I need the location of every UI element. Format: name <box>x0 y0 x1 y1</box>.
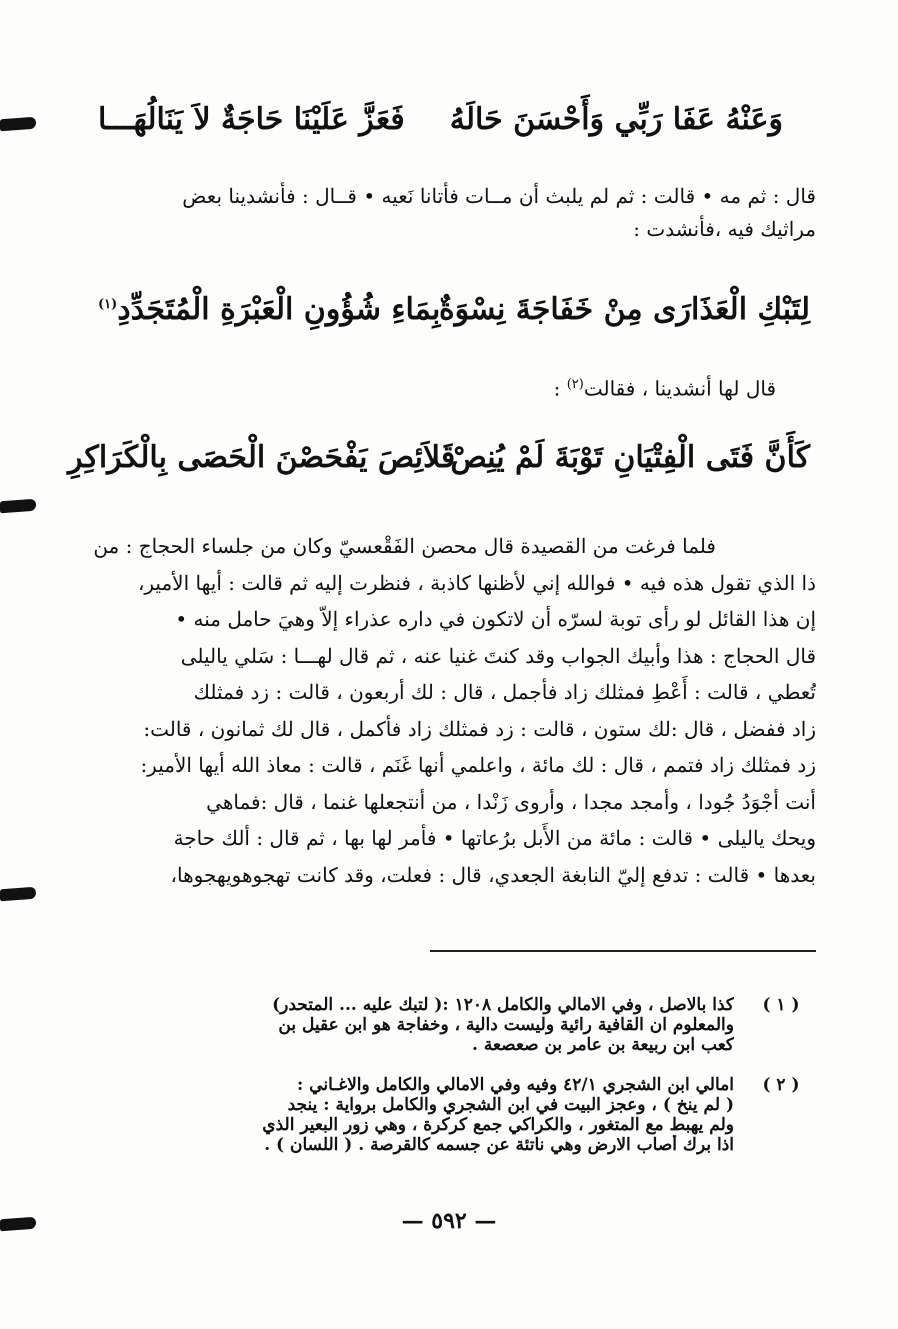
page-number: — ٥٩٢ — <box>401 1208 497 1234</box>
footnote-1 <box>68 995 816 1055</box>
footnote-line: امالي ابن الشجري ٤٢/١ وفيه وفي الامالي والكامل والاغـاني : <box>296 1075 734 1095</box>
transition-line <box>68 368 776 406</box>
footnote-number: ( ١ ) <box>762 995 800 1015</box>
intro-paragraph <box>68 180 816 246</box>
text-line: إن هذا القائل لو رأى توبة لسرّه أن لاتكون في داره عذراء إلاّ وهيَ حامل منه • <box>175 607 816 631</box>
text-line: زد فمثلك زاد فتمم ، قال : لك مائة ، واعلمي أنها غَنَم ، قالت : معاذ الله أيها الأمير: <box>140 753 816 777</box>
text-line: فلما فرغت من القصيدة قال محصن الفَقْعسيّ وكان من جلساء الحجاج : من <box>93 534 716 558</box>
footnote-line: كذا بالاصل ، وفي الامالي والكامل ١٢٠٨ :( لتبك عليه ... المتحدر) <box>272 995 734 1015</box>
footnote-line: ولم يهبط مع المتغور ، والكراكي جمع كركرة ، وهي زور البعير الذي <box>262 1115 734 1135</box>
text-line: زاد ففضل ، قال :لك ستون ، قالت : زد فمثلك زاد فأكمل ، قال لك ثمانون ، قالت: <box>143 716 816 741</box>
text-line: مراثيك فيه ،فأنشدت : <box>633 217 816 241</box>
footnote-body <box>68 1075 734 1155</box>
footnote-line: اذا برك أصاب الارض وهي ناتئة عن جسمه كالقرصة . ( اللسان ) . <box>264 1135 734 1155</box>
scan-edge-mark <box>0 117 36 132</box>
scan-edge-mark <box>0 499 36 514</box>
main-paragraph <box>68 528 816 893</box>
text-line: ويحك ياليلى • قالت : مائة من الأَبل برُعاتها • فأمر لها بها ، ثم قال : ألك حاجة <box>173 826 816 850</box>
text-line: أنت أجْوَدُ جُودا ، وأمجد مجدا ، وأروى زَنْدا ، من أنتجعلها غنما ، قال :فماهي <box>206 789 816 814</box>
text-line: تُعطي ، قالت : أَعْطِ فمثلك زاد فأجمل ، قال : لك أربعون ، قالت : زد فمثلك <box>193 680 816 704</box>
text-line: قال : ثم مه • قالت : ثم لم يلبث أن مــات فأتانا نَعيه • قــال : فأنشدينا بعض <box>182 184 816 208</box>
verse-2-first-hemistich: لِتَبْكِ الْعَذَارَى مِنْ خَفَاجَةَ نِسْوَةٌ <box>438 292 810 327</box>
text-line: قال الحجاج : هذا وأبيك الجواب وقد كنتَ غنيا عنه ، ثم قال لهـــا : سَلي ياليلى <box>180 643 816 668</box>
verse-1-first-hemistich: وَعَنْهُ عَفَا رَبِّي وَأَحْسَنَ حَالَهُ <box>449 102 783 137</box>
scan-edge-mark <box>0 887 36 902</box>
footnote-body <box>68 995 734 1055</box>
footnote-marker: (١) <box>98 297 118 312</box>
text-colon: : <box>553 376 567 401</box>
text-line: ذا الذي تقول هذه فيه • فوالله إني لأظنها كاذبة ، فنظرت إليه ثم قالت : أيها الأمير، <box>137 570 816 595</box>
footnote-marker: (٢) <box>566 377 584 392</box>
text-line: بعدها • قالت : تدفع إليّ النابغة الجعدي، قال : فعلت، وقد كانت تهجوهويهجوها، <box>170 862 816 887</box>
verse-text: بِمَاءِ شُؤُونِ الْعَبْرَةِ الْمُتَجَدِّدِ <box>117 292 441 327</box>
footnote-line: ( لم ينخ ) ، وعجز البيت في ابن الشجري والكامل برواية : ينجد <box>287 1095 734 1115</box>
footnote-line: والمعلوم ان القافية رائية وليست دالية ، وخفاجة هو ابن عقيل بن <box>278 1015 734 1035</box>
footnote-line: كعب ابن ربيعة بن عامر بن صعصعة . <box>472 1035 734 1055</box>
verse-1-second-hemistich: فَعَزَّ عَلَيْنَا حَاجَةٌ لاَ يَنَالُهَـــا <box>98 102 405 137</box>
verse-3-first-hemistich: كَأَنَّ فَتَى الْفِتْيَانِ تَوْبَةَ لَمْ يُنِصْ <box>450 440 810 475</box>
footnote-separator <box>430 950 816 952</box>
footnote-2 <box>68 1075 816 1155</box>
verse-3-second-hemistich: قَلاَئِصَ يَفْحَصْنَ الْحَصَى بِالْكَرَاكِرِ <box>68 440 456 475</box>
footnote-number: ( ٢ ) <box>762 1075 800 1095</box>
text-line: قال لها أنشدينا ، فقالت <box>583 376 776 401</box>
verse-2-second-hemistich <box>98 290 440 329</box>
